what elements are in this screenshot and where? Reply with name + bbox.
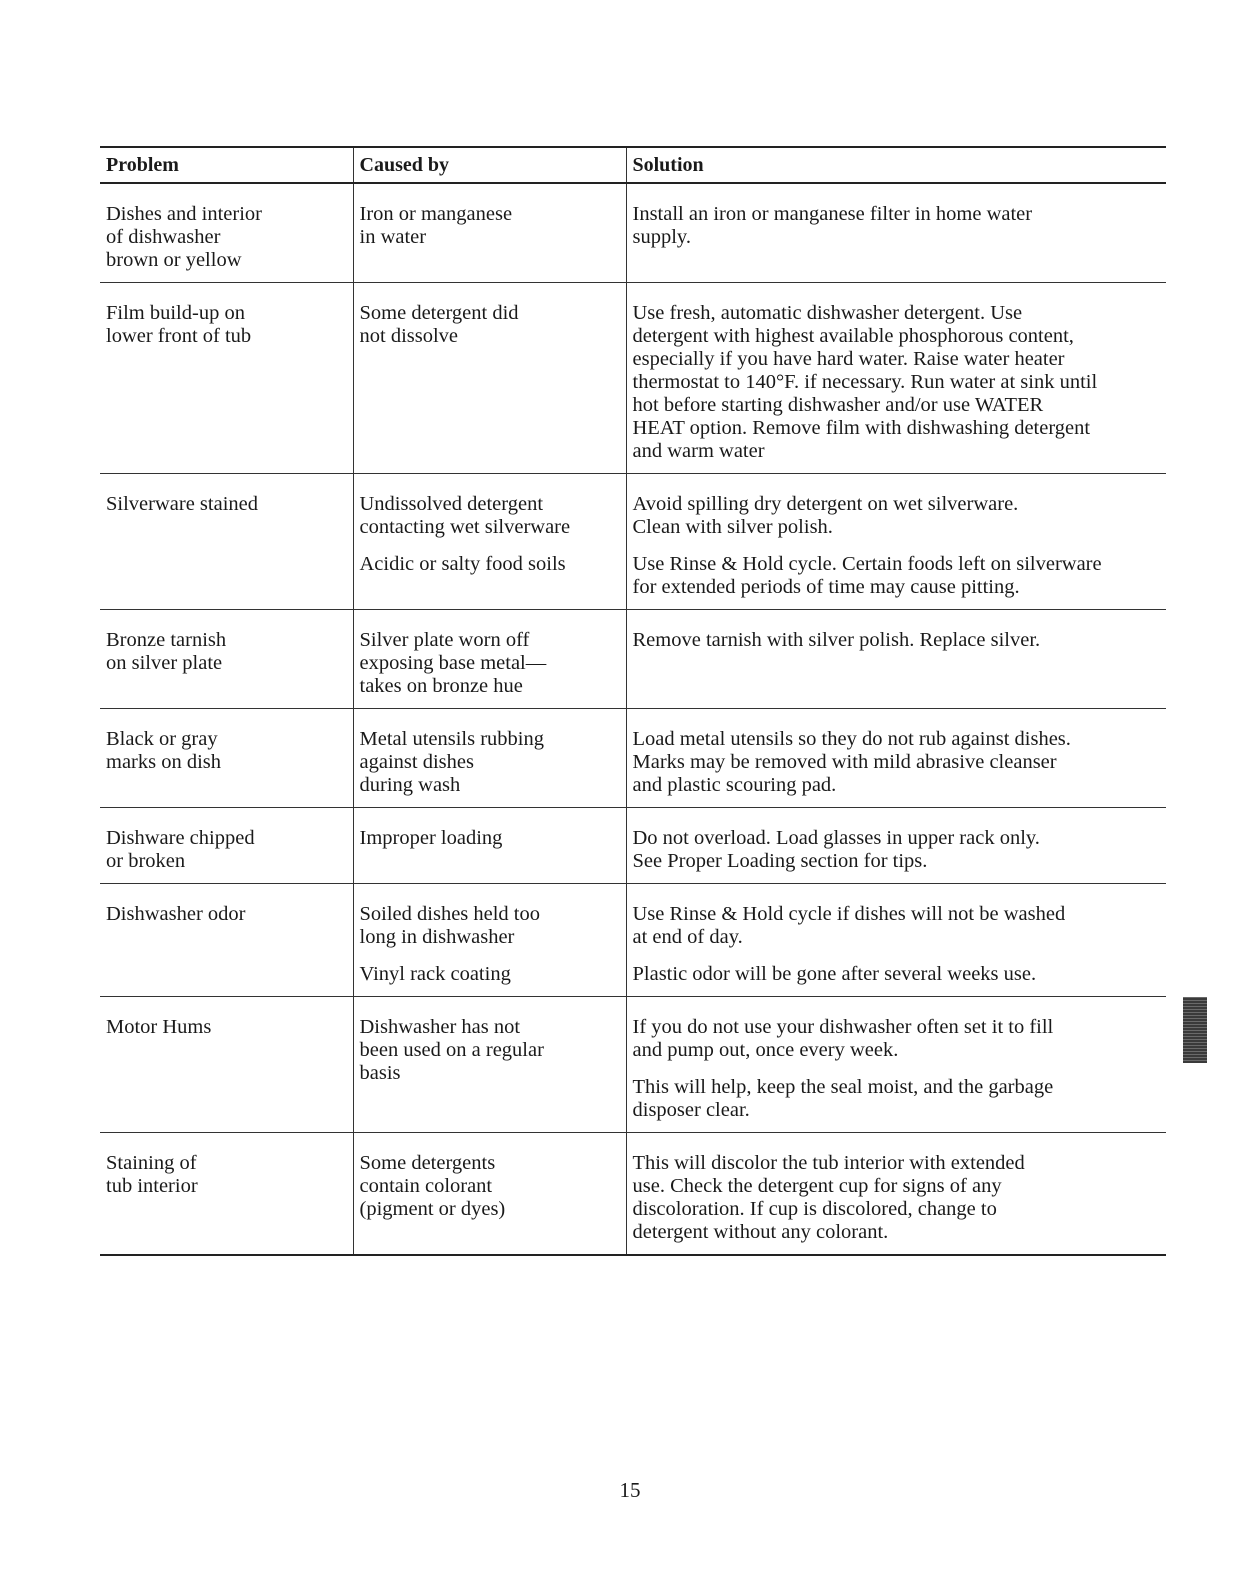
solution-line: See Proper Loading section for tips.	[632, 850, 928, 872]
cause-line: Soiled dishes held too	[359, 903, 541, 925]
solution-line: This will help, keep the seal moist, and the garbage	[632, 1076, 1054, 1098]
solution-cell	[626, 709, 1166, 808]
cause-cell	[353, 884, 626, 997]
cause-cell	[353, 610, 626, 709]
solution-line: disposer clear.	[632, 1099, 750, 1121]
solution-paragraph	[633, 728, 1161, 797]
solution-line: and pump out, once every week.	[632, 1039, 899, 1061]
solution-line: especially if you have hard water. Raise water heater	[632, 348, 1065, 370]
problem-line: Motor Hums	[106, 1016, 212, 1038]
cause-line: Some detergent did	[359, 302, 519, 324]
cause-cell	[353, 283, 626, 474]
troubleshooting-table-container	[100, 146, 1166, 1256]
problem-line: brown or yellow	[106, 249, 242, 271]
solution-paragraph	[633, 493, 1161, 539]
problem-cell	[100, 808, 353, 884]
problem-cell	[100, 1133, 353, 1256]
problem-line: Black or gray	[106, 728, 218, 750]
cause-block	[360, 728, 620, 797]
problem-line: lower front of tub	[106, 325, 252, 347]
cause-line: contain colorant	[359, 1175, 493, 1197]
problem-line: Dishes and interior	[106, 203, 262, 225]
cause-line: long in dishwasher	[359, 926, 515, 948]
cause-block	[360, 553, 620, 576]
table-row	[100, 183, 1166, 283]
table-row	[100, 474, 1166, 610]
cause-line: Metal utensils rubbing	[359, 728, 544, 750]
solution-cell	[626, 183, 1166, 283]
solution-line: use. Check the detergent cup for signs of any	[632, 1175, 1002, 1197]
problem-cell	[100, 183, 353, 283]
table-row	[100, 808, 1166, 884]
problem-line: of dishwasher	[106, 226, 221, 248]
troubleshooting-table	[100, 146, 1166, 1256]
problem-cell	[100, 610, 353, 709]
solution-line: Clean with silver polish.	[632, 516, 833, 538]
problem-cell	[100, 283, 353, 474]
table-row	[100, 709, 1166, 808]
problem-line: Dishwasher odor	[106, 903, 246, 925]
solution-line: Use fresh, automatic dishwasher detergent. Use	[632, 302, 1023, 324]
solution-paragraph	[633, 963, 1161, 986]
solution-line: Install an iron or manganese filter in home water	[632, 203, 1033, 225]
solution-cell	[626, 997, 1166, 1133]
solution-line: HEAT option. Remove film with dishwashing detergent	[632, 417, 1091, 439]
solution-paragraph	[633, 629, 1161, 652]
problem-line: or broken	[106, 850, 186, 872]
solution-paragraph	[633, 903, 1161, 949]
cause-line: Some detergents	[359, 1152, 496, 1174]
header-caused-by: Caused by	[353, 147, 626, 183]
problem-line: tub interior	[106, 1175, 198, 1197]
table-row	[100, 283, 1166, 474]
cause-line: been used on a regular	[359, 1039, 544, 1061]
cause-line: during wash	[359, 774, 461, 796]
solution-line: Use Rinse & Hold cycle. Certain foods left on silverware	[632, 553, 1102, 575]
solution-line: Use Rinse & Hold cycle if dishes will not be washed	[632, 903, 1066, 925]
solution-line: This will discolor the tub interior with extended	[632, 1152, 1025, 1174]
cause-cell	[353, 997, 626, 1133]
cause-line: Dishwasher has not	[359, 1016, 521, 1038]
cause-block	[360, 302, 620, 348]
cause-cell	[353, 808, 626, 884]
cause-block	[360, 629, 620, 698]
solution-paragraph	[633, 1076, 1161, 1122]
cause-block	[360, 203, 620, 249]
problem-line: Silverware stained	[106, 493, 258, 515]
solution-line: Remove tarnish with silver polish. Replace silver.	[632, 629, 1041, 651]
solution-line: Plastic odor will be gone after several weeks use.	[632, 963, 1037, 985]
header-solution: Solution	[626, 147, 1166, 183]
table-row	[100, 610, 1166, 709]
table-header-row	[100, 147, 1166, 183]
problem-cell	[100, 884, 353, 997]
solution-paragraph	[633, 203, 1161, 249]
solution-cell	[626, 474, 1166, 610]
solution-paragraph	[633, 1016, 1161, 1062]
solution-cell	[626, 610, 1166, 709]
cause-line: Iron or manganese	[359, 203, 513, 225]
solution-line: Do not overload. Load glasses in upper rack only.	[632, 827, 1040, 849]
problem-cell	[100, 474, 353, 610]
problem-cell	[100, 997, 353, 1133]
solution-line: detergent with highest available phosphorous content,	[632, 325, 1074, 347]
cause-cell	[353, 183, 626, 283]
cause-line: in water	[359, 226, 427, 248]
solution-line: Load metal utensils so they do not rub against dishes.	[632, 728, 1071, 750]
cause-line: Silver plate worn off	[359, 629, 530, 651]
page-number: 15	[619, 1478, 641, 1502]
solution-line: and plastic scouring pad.	[632, 774, 837, 796]
cause-block	[360, 903, 620, 949]
solution-line: at end of day.	[632, 926, 743, 948]
solution-paragraph	[633, 302, 1161, 463]
problem-line: Bronze tarnish	[106, 629, 227, 651]
cause-line: contacting wet silverware	[359, 516, 571, 538]
cause-line: basis	[359, 1062, 401, 1084]
cause-line: exposing base metal—	[359, 652, 547, 674]
table-row	[100, 997, 1166, 1133]
cause-line: Vinyl rack coating	[359, 963, 511, 985]
cause-block	[360, 493, 620, 539]
header-problem: Problem	[100, 147, 353, 183]
solution-line: detergent without any colorant.	[632, 1221, 889, 1243]
solution-line: If you do not use your dishwasher often set it to fill	[632, 1016, 1054, 1038]
problem-line: Dishware chipped	[106, 827, 255, 849]
cause-block	[360, 827, 620, 850]
solution-paragraph	[633, 553, 1161, 599]
solution-cell	[626, 1133, 1166, 1256]
solution-paragraph	[633, 827, 1161, 873]
problem-cell	[100, 709, 353, 808]
cause-line: not dissolve	[359, 325, 459, 347]
table-row	[100, 884, 1166, 997]
solution-line: and warm water	[632, 440, 765, 462]
problem-line: Film build-up on	[106, 302, 245, 324]
cause-block	[360, 1016, 620, 1085]
section-edge-tab	[1183, 997, 1207, 1063]
solution-line: thermostat to 140°F. if necessary. Run water at sink until	[632, 371, 1098, 393]
cause-line: (pigment or dyes)	[359, 1198, 506, 1220]
solution-line: hot before starting dishwasher and/or use WATER	[632, 394, 1044, 416]
cause-line: takes on bronze hue	[359, 675, 523, 697]
problem-line: marks on dish	[106, 751, 222, 773]
solution-line: Avoid spilling dry detergent on wet silverware.	[632, 493, 1019, 515]
cause-block	[360, 1152, 620, 1221]
cause-line: against dishes	[359, 751, 474, 773]
solution-line: for extended periods of time may cause pitting.	[632, 576, 1020, 598]
cause-cell	[353, 474, 626, 610]
solution-paragraph	[633, 1152, 1161, 1244]
solution-cell	[626, 283, 1166, 474]
table-row	[100, 1133, 1166, 1256]
solution-line: supply.	[632, 226, 691, 248]
cause-line: Acidic or salty food soils	[359, 553, 566, 575]
table-body	[100, 183, 1166, 1255]
solution-cell	[626, 884, 1166, 997]
cause-cell	[353, 1133, 626, 1256]
cause-cell	[353, 709, 626, 808]
cause-block	[360, 963, 620, 986]
problem-line: on silver plate	[106, 652, 223, 674]
problem-line: Staining of	[106, 1152, 197, 1174]
solution-cell	[626, 808, 1166, 884]
cause-line: Undissolved detergent	[359, 493, 544, 515]
cause-line: Improper loading	[359, 827, 503, 849]
solution-line: Marks may be removed with mild abrasive cleanser	[632, 751, 1057, 773]
solution-line: discoloration. If cup is discolored, change to	[632, 1198, 997, 1220]
